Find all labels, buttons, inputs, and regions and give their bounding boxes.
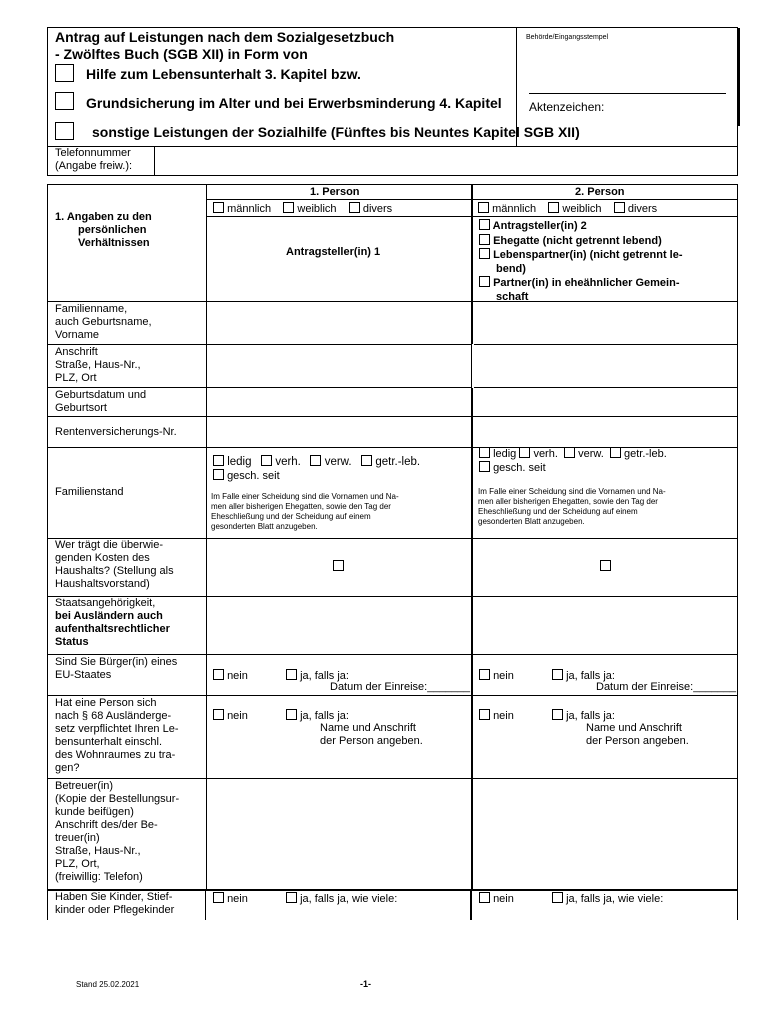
col-person-2: 2. Person — [575, 186, 625, 198]
page-number: -1- — [360, 979, 371, 989]
checkbox-male-1[interactable] — [213, 202, 224, 213]
checkbox-widowed-2[interactable] — [564, 447, 575, 458]
eu-yes-1: ja, falls ja: — [286, 669, 349, 683]
row-address-label: Anschrift Straße, Haus-Nr., PLZ, Ort — [55, 346, 141, 384]
row-name-label: Familienname, auch Geburtsname, Vorname — [55, 303, 152, 341]
name-address-1: Name und Anschrift der Person angeben. — [320, 722, 423, 747]
divorce-note-1: Im Falle einer Scheidung sind die Vornamen und Na- men aller bisherigen Ehegatten, sowie den Tag der Eheschließung und der Scheidung auf einem gesonderten Blatt anzugeben. — [211, 492, 399, 531]
option-hilfe-lebensunterhalt: Hilfe zum Lebensunterhalt 3. Kapitel bzw. — [86, 66, 361, 82]
checkbox-household-2[interactable] — [600, 560, 611, 571]
checkbox-applicant-2[interactable] — [479, 219, 490, 230]
children-no-1: nein — [213, 892, 248, 906]
checkbox-grundsicherung[interactable] — [55, 92, 74, 110]
row-68-no-1: nein — [213, 709, 248, 723]
row-carer-label: Betreuer(in) (Kopie der Bestellungsur- kunde beifügen) Anschrift des/der Be- treuer(in) Straße, Haus-Nr., PLZ, Ort, (freiwillig: Telefon) — [55, 780, 180, 883]
row-household-label: Wer trägt die überwie- genden Kosten des Haushalts? (Stellung als Haushaltsvorstand) — [55, 539, 174, 590]
marital-options-1: ledig verh. verw. getr.-leb. — [213, 455, 420, 469]
col-divider-2 — [471, 185, 473, 889]
row-citizenship-label: Staatsangehörigkeit, bei Ausländern auch aufenthaltsrechtlicher Status — [55, 597, 170, 648]
checkbox-single-1[interactable] — [213, 455, 224, 466]
children-yes-1: ja, falls ja, wie viele: — [286, 892, 397, 906]
checkbox-68-no-2[interactable] — [479, 709, 490, 720]
stamp-edge — [737, 28, 740, 126]
gender-person-2: männlich weiblich divers — [478, 202, 657, 216]
checkbox-eu-no-1[interactable] — [213, 669, 224, 680]
checkbox-eu-yes-2[interactable] — [552, 669, 563, 680]
checkbox-separated-1[interactable] — [361, 455, 372, 466]
footer-date: Stand 25.02.2021 — [76, 980, 140, 989]
checkbox-68-yes-1[interactable] — [286, 709, 297, 720]
checkbox-sonstige-leistungen[interactable] — [55, 122, 74, 140]
aktenzeichen-label: Aktenzeichen: — [529, 100, 605, 114]
checkbox-eu-yes-1[interactable] — [286, 669, 297, 680]
row-children-label: Haben Sie Kinder, Stief- kinder oder Pflegekinder — [55, 891, 175, 916]
checkbox-diverse-1[interactable] — [349, 202, 360, 213]
checkbox-children-yes-2[interactable] — [552, 892, 563, 903]
checkbox-68-yes-2[interactable] — [552, 709, 563, 720]
row-pension-label: Rentenversicherungs-Nr. — [55, 426, 177, 438]
checkbox-married-1[interactable] — [261, 455, 272, 466]
eu-yes-2: ja, falls ja: — [552, 669, 615, 683]
row-marital-label: Familienstand — [55, 486, 124, 498]
row-68-yes-1: ja, falls ja: — [286, 709, 349, 723]
telefon-row — [47, 146, 738, 176]
eu-options-2: nein — [479, 669, 514, 683]
entry-date-1: Datum der Einreise:_______ — [330, 681, 471, 693]
checkbox-eu-no-2[interactable] — [479, 669, 490, 680]
col-person-1: 1. Person — [310, 186, 360, 198]
checkbox-partner[interactable] — [479, 276, 490, 287]
checkbox-divorced-1[interactable] — [213, 469, 224, 480]
children-no-2: nein — [479, 892, 514, 906]
option-sonstige-leistungen: sonstige Leistungen der Sozialhilfe (Fünftes bis Neuntes Kapitel SGB XII) — [92, 124, 580, 140]
telefon-label: Telefonnummer (Angabe freiw.): — [55, 147, 133, 172]
form-header — [47, 27, 738, 147]
checkbox-children-no-2[interactable] — [479, 892, 490, 903]
row-eu-label: Sind Sie Bürger(in) eines EU-Staates — [55, 656, 178, 681]
name-address-2: Name und Anschrift der Person angeben. — [586, 722, 689, 747]
divorced-since-2: gesch. seit — [479, 461, 546, 475]
divorce-note-2: Im Falle einer Scheidung sind die Vornamen und Na- men aller bisherigen Ehegatten, sowie den Tag der Eheschließung und der Scheidung auf einem gesonderten Blatt anzugeben. — [478, 487, 666, 526]
form-title: Antrag auf Leistungen nach dem Sozialgesetzbuch — [55, 29, 395, 45]
col-divider-1 — [206, 185, 207, 889]
checkbox-married-2[interactable] — [519, 447, 530, 458]
gender-person-1: männlich weiblich divers — [213, 202, 392, 216]
checkbox-children-yes-1[interactable] — [286, 892, 297, 903]
checkbox-divorced-2[interactable] — [479, 461, 490, 472]
personal-data-table — [47, 184, 738, 916]
stamp-area — [516, 28, 738, 147]
children-yes-2: ja, falls ja, wie viele: — [552, 892, 663, 906]
form-subtitle: - Zwölftes Buch (SGB XII) in Form von — [55, 46, 308, 62]
row-68-yes-2: ja, falls ja: — [552, 709, 615, 723]
row-68-label: Hat eine Person sich nach § 68 Ausländerge- setz verpflichtet Ihren Le- bensunterhalt einschl. des Wohnraumes zu tra- gen? — [55, 697, 179, 774]
section-personal-label: 1. Angaben zu den persönlichen Verhältnissen — [55, 211, 152, 249]
checkbox-widowed-1[interactable] — [310, 455, 321, 466]
checkbox-female-1[interactable] — [283, 202, 294, 213]
telefon-field[interactable] — [156, 146, 737, 175]
checkbox-household-1[interactable] — [333, 560, 344, 571]
entry-date-2: Datum der Einreise:_______ — [596, 681, 737, 693]
person-2-roles: Antragsteller(in) 2 Ehegatte (nicht getrennt lebend) Lebenspartner(in) (nicht getrennt le- bend) Partner(in) in eheähnlicher Gemein- schaft — [479, 219, 683, 304]
option-grundsicherung: Grundsicherung im Alter und bei Erwerbsminderung 4. Kapitel — [86, 95, 502, 111]
checkbox-spouse[interactable] — [479, 234, 490, 245]
eu-options-1: nein — [213, 669, 248, 683]
checkbox-children-no-1[interactable] — [213, 892, 224, 903]
checkbox-life-partner[interactable] — [479, 248, 490, 259]
applicant-1-label: Antragsteller(in) 1 — [286, 246, 381, 258]
divorced-since-1: gesch. seit — [213, 469, 280, 483]
checkbox-male-2[interactable] — [478, 202, 489, 213]
checkbox-separated-2[interactable] — [610, 447, 621, 458]
checkbox-hilfe-lebensunterhalt[interactable] — [55, 64, 74, 82]
marital-options-2: ledig verh. verw. getr.-leb. — [479, 447, 667, 461]
checkbox-68-no-1[interactable] — [213, 709, 224, 720]
stamp-label: Behörde/Eingangsstempel — [526, 34, 609, 41]
checkbox-single-2[interactable] — [479, 447, 490, 458]
telefon-divider — [154, 146, 155, 175]
checkbox-diverse-2[interactable] — [614, 202, 625, 213]
checkbox-female-2[interactable] — [548, 202, 559, 213]
row-68-no-2: nein — [479, 709, 514, 723]
row-birth-label: Geburtsdatum und Geburtsort — [55, 389, 147, 414]
aktenzeichen-line — [529, 93, 726, 94]
